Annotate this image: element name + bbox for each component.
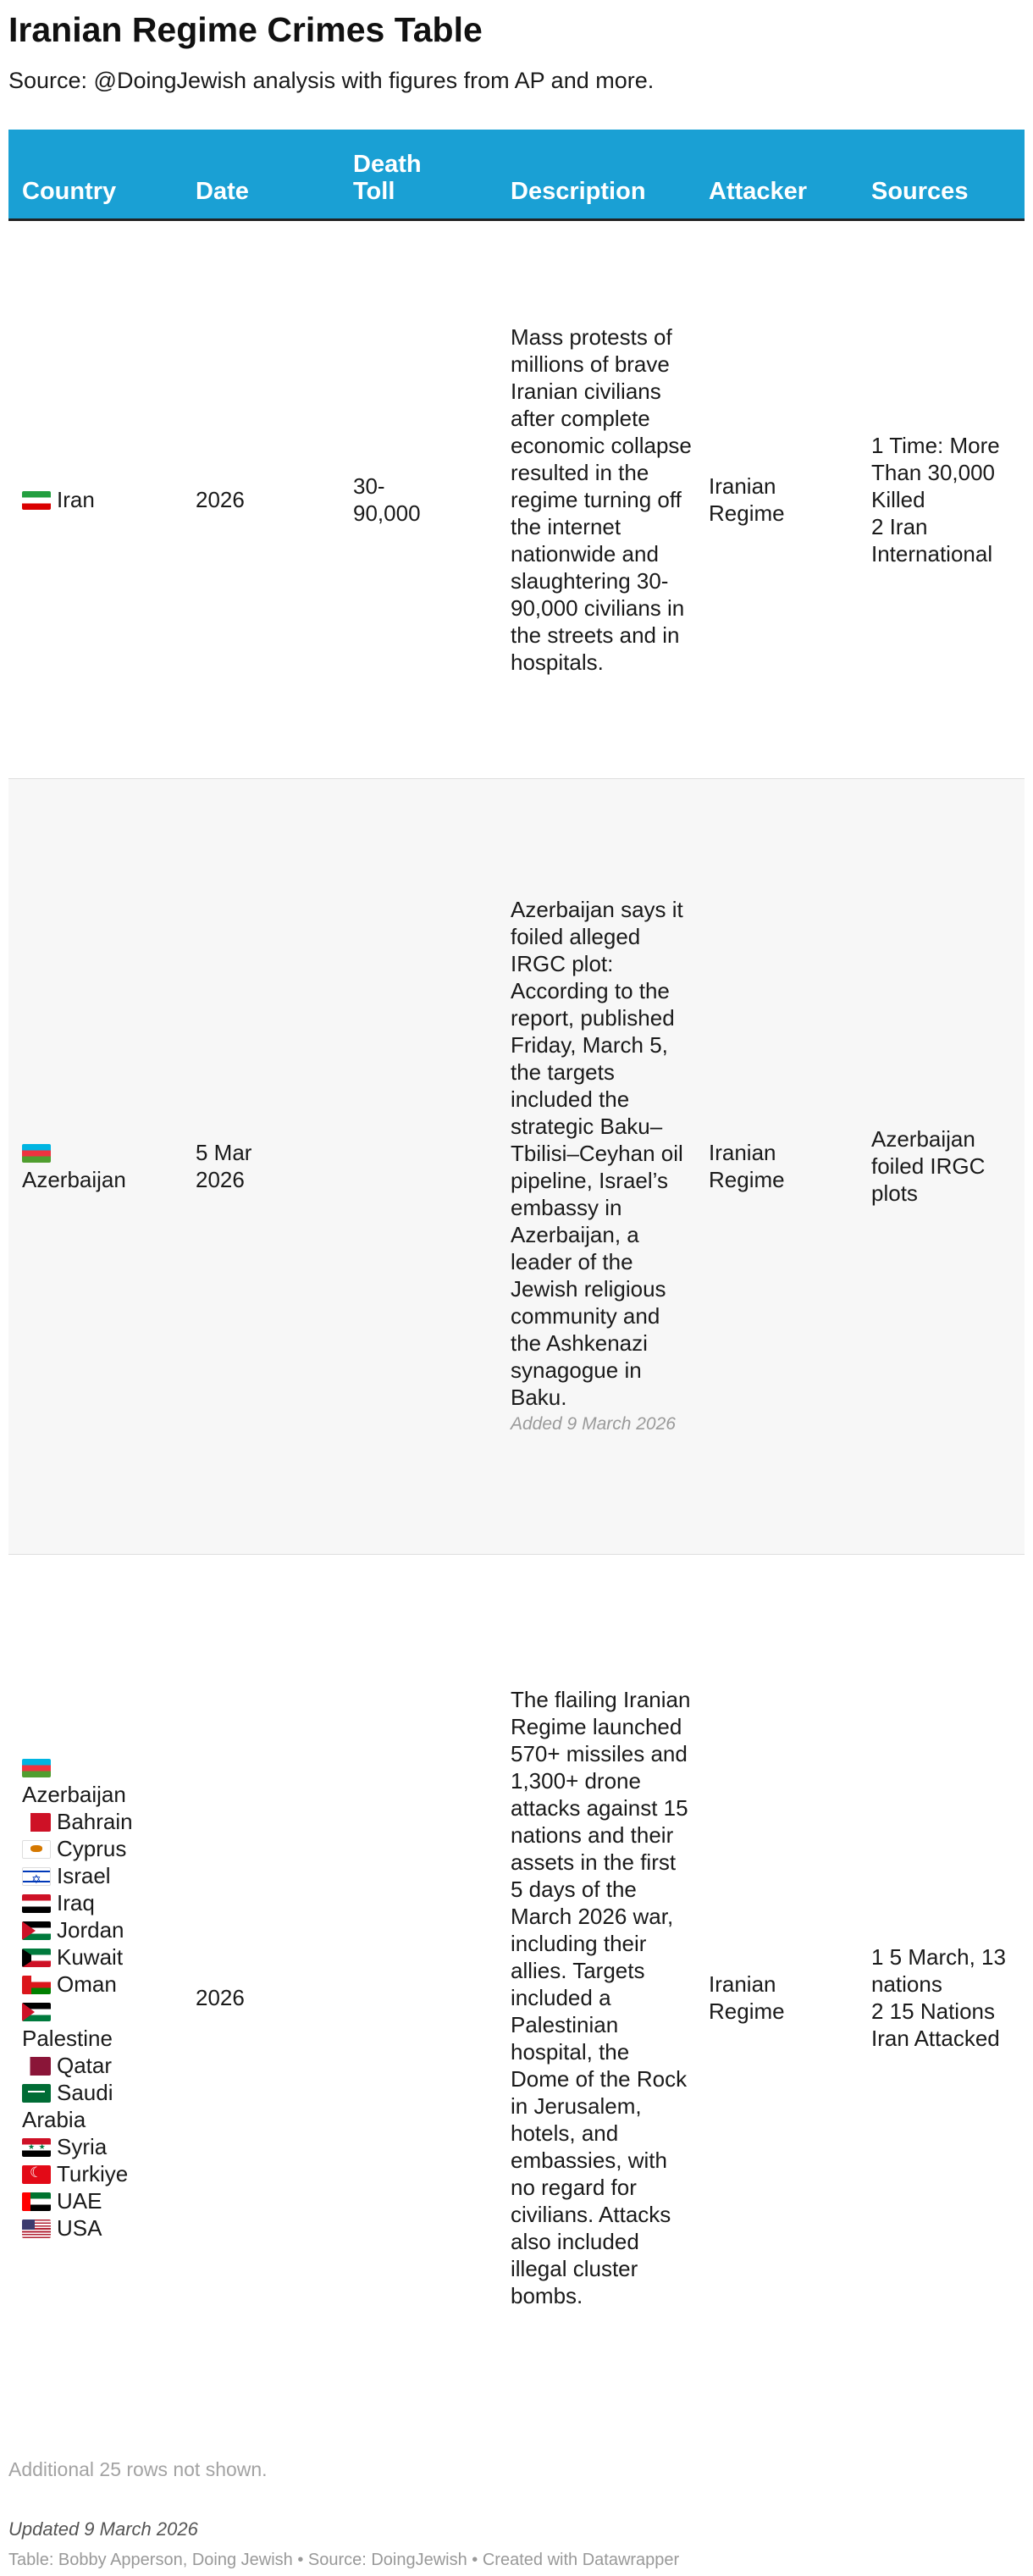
country-entry (22, 1916, 179, 1943)
usa-flag-icon (22, 2219, 51, 2238)
country-name: Turkiye (57, 2161, 129, 2187)
country-name: Bahrain (57, 1809, 133, 1835)
country-name: Azerbaijan (22, 1782, 126, 1808)
kuwait-flag-icon (22, 1949, 51, 1967)
country-cell (8, 778, 182, 1554)
date-cell: 2026 (182, 219, 340, 778)
death-toll-cell (340, 1554, 497, 2441)
header-row (8, 130, 1025, 219)
palestine-flag-icon (22, 2003, 51, 2021)
country-entry (22, 2214, 179, 2242)
country-entry (22, 1889, 179, 1916)
oman-flag-icon (22, 1976, 51, 1994)
source-link[interactable]: 1 5 March, 13 nations (871, 1944, 1006, 1998)
column-header-attacker[interactable]: Attacker (695, 130, 858, 219)
description-text: The flailing Iranian Regime launched 570+ missiles and 1,300+ drone attacks against 15 nations and their assets in the first 5 days of the March 2026 war, including their allies. Targets included a Palestinian hospital, the Dome of the Rock in Jerusalem, hotels, and embassies, with no regard for civilians. Attacks also included illegal cluster bombs. (511, 1687, 691, 2309)
country-name: Iraq (57, 1890, 95, 1916)
date-cell (182, 778, 340, 1554)
israel-flag-icon (22, 1867, 51, 1886)
country-entry (22, 1754, 179, 1808)
additional-rows-note: Additional 25 rows not shown. (8, 2458, 268, 2480)
description-cell (497, 1554, 695, 2441)
country-entry (22, 2133, 179, 2160)
bahrain-flag-icon (22, 1813, 51, 1832)
country-entry (22, 1835, 179, 1862)
country-entry (22, 2079, 179, 2133)
country-name: Kuwait (57, 1944, 124, 1971)
azerbaijan-flag-icon (22, 1144, 51, 1163)
attacker-cell: Iranian Regime (695, 219, 858, 778)
uae-flag-icon (22, 2192, 51, 2211)
country-name: Oman (57, 1971, 117, 1998)
azerbaijan-flag-icon (22, 1759, 51, 1777)
country-entry (22, 1998, 179, 2052)
date-value: 5 Mar 2026 (196, 1140, 252, 1192)
country-entry (22, 2052, 179, 2079)
country-cell (8, 1554, 182, 2441)
syria-flag-icon (22, 2138, 51, 2157)
description-cell (497, 219, 695, 778)
table-row (8, 219, 1025, 778)
source-link[interactable]: Azerbaijan foiled IRGC plots (871, 1126, 986, 1206)
column-header-date[interactable]: Date (182, 130, 340, 219)
footer-credits: Table: Bobby Apperson, Doing Jewish • Source: DoingJewish • Created with Datawrapper (8, 2551, 680, 2569)
sources-cell (858, 778, 1025, 1554)
country-name: Israel (57, 1863, 111, 1889)
death-toll-cell (340, 778, 497, 1554)
column-header-death-toll-label: Death Toll (353, 150, 422, 205)
column-header-sources[interactable]: Sources (858, 130, 1025, 219)
source-link[interactable]: 2 15 Nations Iran Attacked (871, 1998, 1000, 2052)
country-name: Syria (57, 2134, 108, 2160)
country-name: Saudi Arabia (22, 2080, 113, 2133)
iran-flag-icon (22, 491, 51, 510)
country-name: Azerbaijan (22, 1167, 126, 1192)
country-entry (22, 1808, 179, 1835)
country-entry (22, 1862, 179, 1889)
page-subtitle: Source: @DoingJewish analysis with figures from AP and more. (8, 68, 655, 93)
country-entry (22, 1943, 179, 1971)
turkiye-flag-icon (22, 2165, 51, 2184)
description-text: Azerbaijan says it foiled alleged IRGC plot: According to the report, published Friday, March 5, the targets included the strategic Baku–Tbilisi–Ceyhan oil pipeline, Israel’s embassy in Azerbaijan, a leader of the Jewish religious community and the Ashkenazi synagogue in Baku. (511, 897, 683, 1410)
attacker-cell: Iranian Regime (695, 778, 858, 1554)
country-entry (22, 1971, 179, 1998)
table-body (8, 219, 1025, 2441)
qatar-flag-icon (22, 2057, 51, 2076)
country-entry (22, 1139, 175, 1193)
column-header-death-toll[interactable] (340, 130, 497, 219)
sources-cell (858, 219, 1025, 778)
description-cell (497, 778, 695, 1554)
page-title: Iranian Regime Crimes Table (8, 10, 483, 49)
source-link[interactable]: 2 Iran International (871, 513, 993, 567)
country-entry (22, 486, 175, 513)
updated-note: Updated 9 March 2026 (8, 2518, 198, 2540)
added-note: Added 9 March 2026 (511, 1414, 676, 1434)
sources-cell (858, 1554, 1025, 2441)
saudi-arabia-flag-icon (22, 2084, 51, 2103)
country-entry (22, 2187, 179, 2214)
jordan-flag-icon (22, 1921, 51, 1940)
country-entry (22, 2160, 179, 2187)
country-name: Qatar (57, 2053, 113, 2079)
crimes-table (8, 130, 1025, 2441)
country-name: Cyprus (57, 1836, 127, 1862)
country-cell (8, 219, 182, 778)
table-row (8, 778, 1025, 1554)
column-header-country[interactable]: Country (8, 130, 182, 219)
date-cell: 2026 (182, 1554, 340, 2441)
country-name: Iran (57, 486, 95, 512)
death-toll-value: 30-90,000 (353, 473, 421, 526)
source-link[interactable]: 1 Time: More Than 30,000 Killed (871, 432, 1000, 512)
description-text: Mass protests of millions of brave Iranian civilians after complete economic collapse resulted in the regime turning off the internet nationwide and slaughtering 30-90,000 civilians in the streets and in hospitals. (511, 323, 692, 675)
death-toll-cell (340, 219, 497, 778)
cyprus-flag-icon (22, 1840, 51, 1859)
country-name: UAE (57, 2188, 102, 2214)
table-header (8, 130, 1025, 219)
country-name: USA (57, 2215, 102, 2242)
table-row (8, 1554, 1025, 2441)
attacker-cell: Iranian Regime (695, 1554, 858, 2441)
country-name: Palestine (22, 2026, 113, 2052)
column-header-description[interactable]: Description (497, 130, 695, 219)
iraq-flag-icon (22, 1894, 51, 1913)
country-name: Jordan (57, 1917, 124, 1943)
